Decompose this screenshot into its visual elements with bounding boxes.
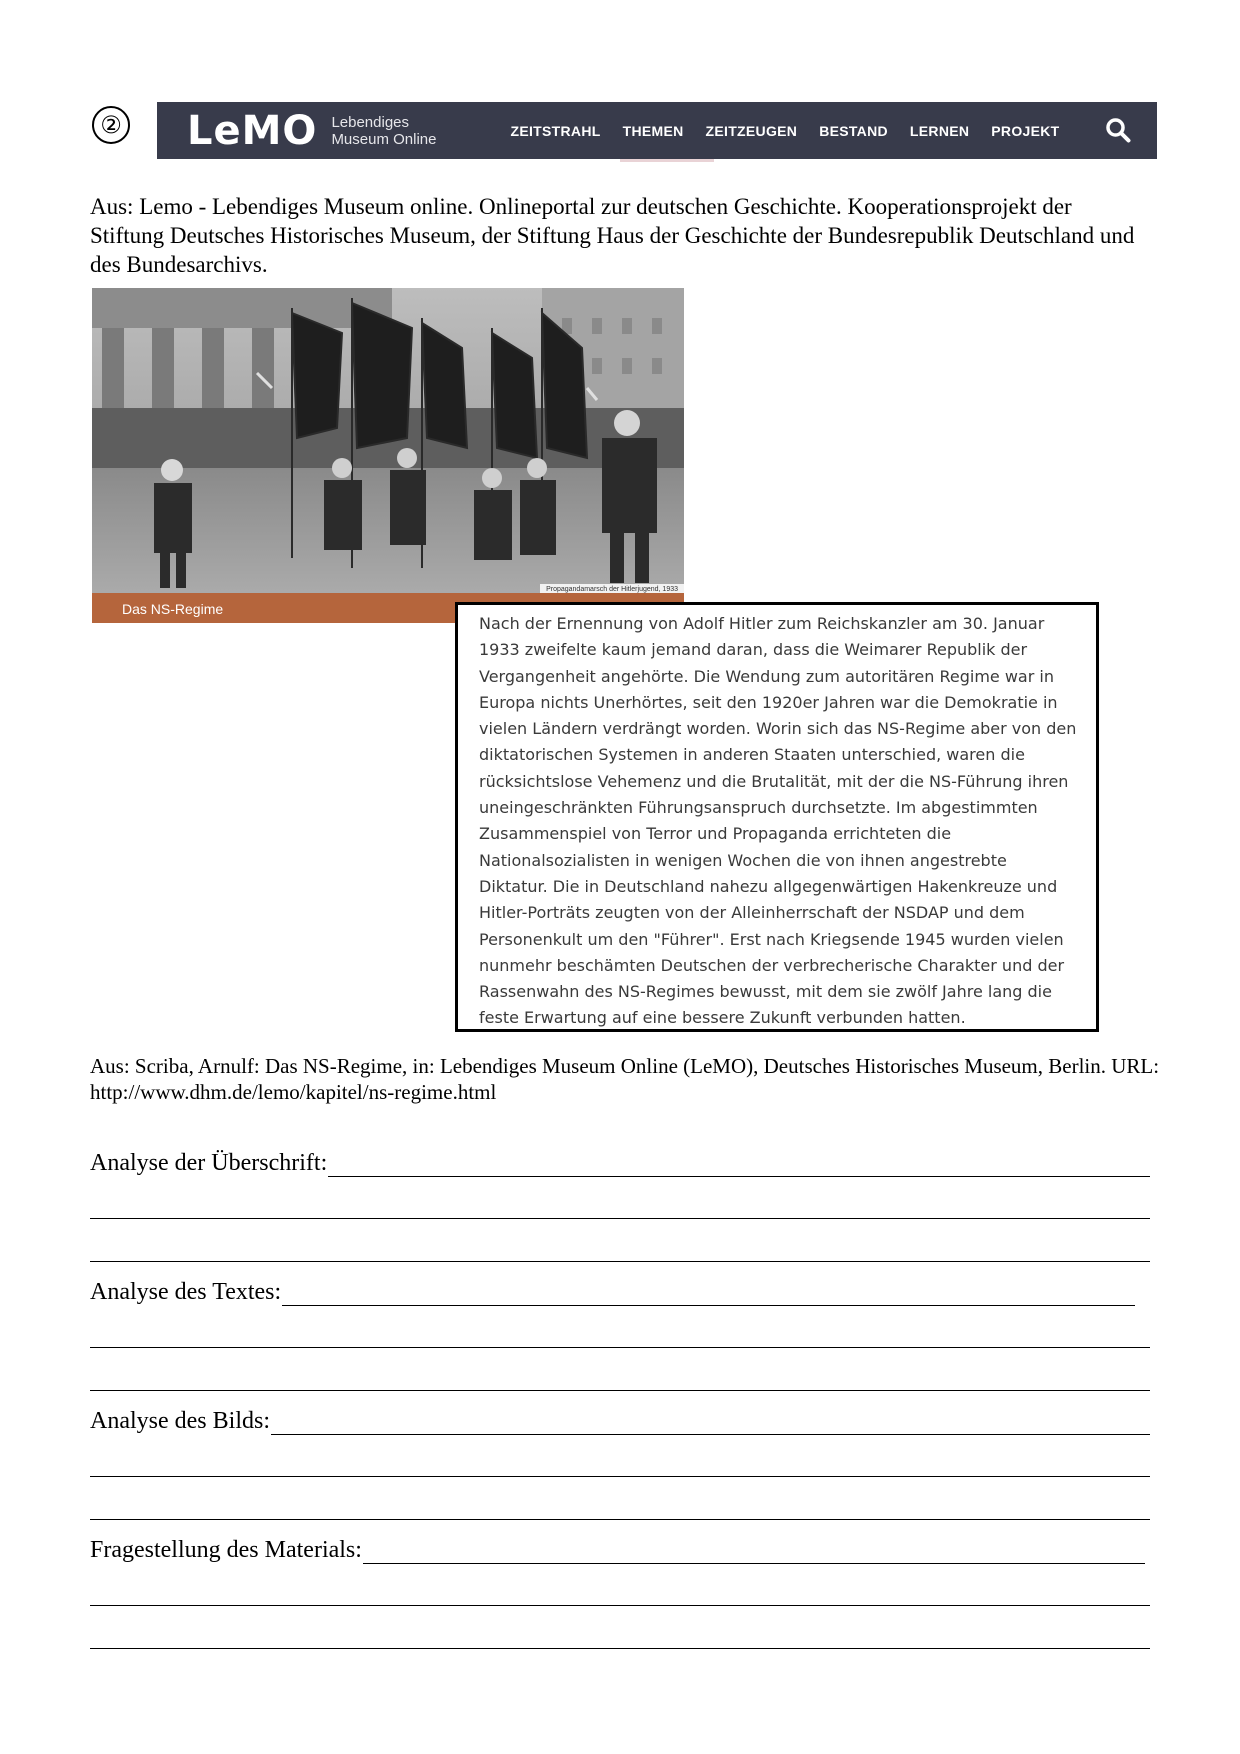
answer-line[interactable] — [90, 1476, 1150, 1477]
photo-caption: Propagandamarsch der Hitlerjugend, 1933 — [540, 584, 684, 595]
nav-item-zeitzeugen[interactable]: ZEITZEUGEN — [705, 122, 798, 139]
photo-category-label: Das NS-Regime — [122, 601, 224, 617]
lemo-header-bar — [157, 102, 1157, 159]
question-label: Fragestellung des Materials: — [90, 1537, 362, 1563]
answer-line[interactable] — [363, 1541, 1145, 1564]
material-number: ② — [92, 106, 130, 144]
source-text-box — [455, 602, 1099, 1032]
nav-item-bestand[interactable]: BESTAND — [819, 122, 888, 139]
question-label: Analyse des Bilds: — [90, 1408, 270, 1434]
lemo-logo: LeMO — [187, 107, 318, 154]
lemo-subtitle — [331, 114, 436, 148]
answer-line[interactable] — [90, 1519, 1150, 1520]
nav-item-themen[interactable]: THEMEN — [622, 122, 684, 139]
nav-item-zeitstrahl[interactable]: ZEITSTRAHL — [510, 122, 601, 139]
nav-active-indicator — [620, 159, 714, 162]
nav-item-lernen[interactable]: LERNEN — [909, 122, 970, 139]
nav-item-projekt[interactable]: PROJEKT — [991, 122, 1060, 139]
answer-line[interactable] — [90, 1648, 1150, 1649]
photo-illustration — [92, 288, 684, 623]
answer-line[interactable] — [328, 1154, 1150, 1177]
question-ueberschrift — [90, 1149, 1150, 1177]
answer-line[interactable] — [90, 1390, 1150, 1391]
lemo-subtitle-line2: Museum Online — [331, 130, 437, 148]
source-citation-lemo: Aus: Lemo - Lebendiges Museum online. Onlineportal zur deutschen Geschichte. Kooperationsprojekt der Stiftung Deutsches Historisches Museum, der Stiftung Haus der Geschichte der Bundesrepublik Deutschland und des Bundesarchivs. — [90, 194, 1135, 277]
question-label: Analyse der Überschrift: — [90, 1150, 328, 1176]
photo-hitlerjugend-march — [92, 288, 684, 623]
answer-line[interactable] — [90, 1218, 1150, 1219]
lemo-subtitle-line1: Lebendiges — [331, 113, 410, 131]
source-citation-scriba: Aus: Scriba, Arnulf: Das NS-Regime, in: Lebendiges Museum Online (LeMO), Deutsches Historisches Museum, Berlin. URL: http://www.dhm.de/lemo/kapitel/ns-regime.html — [90, 1054, 1160, 1104]
answer-line[interactable] — [90, 1605, 1150, 1606]
search-icon[interactable] — [1105, 117, 1131, 143]
question-bilds — [90, 1407, 1150, 1435]
answer-line[interactable] — [90, 1261, 1150, 1262]
source-text: Nach der Ernennung von Adolf Hitler zum Reichskanzler am 30. Januar 1933 zweifelte kaum jemand daran, dass die Weimarer Republik der Vergangenheit angehörte. Die Wendung zum autoritären Regime war in Europa nichts Unerhörtes, seit den 1920er Jahren war die Demokratie in vielen Ländern verdrängt worden. Worin sich das NS-Regime aber von den diktatorischen Systemen in anderen Staaten unterschied, waren die rücksichtslose Vehemenz und die Brutalität, mit der die NS-Führung ihren uneingeschränkten Führungsanspruch durchsetzte. Im abgestimmten Zusammenspiel von Terror und Propaganda errichteten die Nationalsozialisten in wenigen Wochen die von ihnen angestrebte Diktatur. Die in Deutschland nahezu allgegenwärtigen Hakenkreuze und Hitler-Porträts zeugten von der Alleinherrschaft der NSDAP und dem Personenkult um den "Führer". Erst nach Kriegsende 1945 wurden vielen nunmehr beschämten Deutschen der verbrecherische Charakter und der Rassenwahn des NS-Regimes bewusst, mit dem sie zwölf Jahre lang die feste Erwartung auf eine bessere Zukunft verbunden hatten. — [479, 614, 1077, 1028]
answer-line[interactable] — [90, 1347, 1150, 1348]
question-fragestellung — [90, 1536, 1145, 1564]
lemo-nav — [510, 123, 1059, 139]
question-textes — [90, 1278, 1135, 1306]
question-label: Analyse des Textes: — [90, 1279, 282, 1305]
answer-line[interactable] — [271, 1412, 1150, 1435]
answer-line[interactable] — [282, 1283, 1135, 1306]
